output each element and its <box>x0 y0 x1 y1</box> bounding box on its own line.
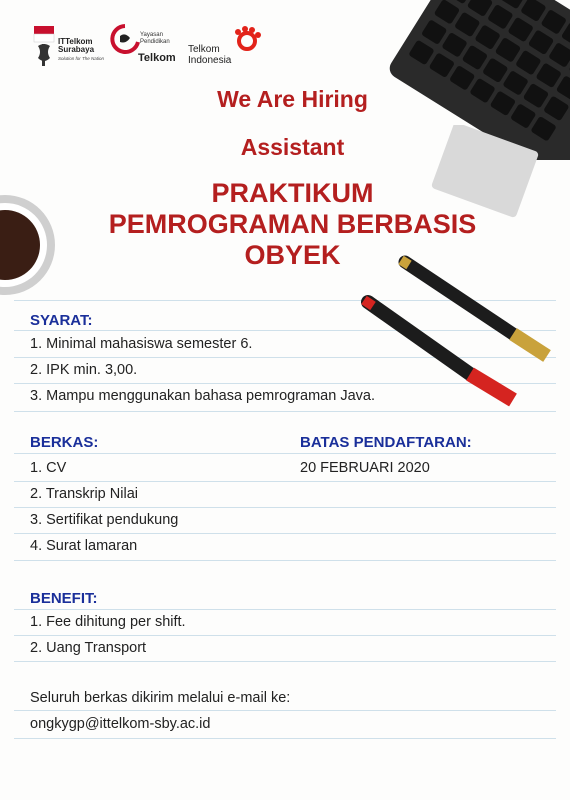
contact-note: Seluruh berkas dikirim melalui e-mail ke: <box>30 690 291 706</box>
contact-email: ongkygp@ittelkom-sby.ac.id <box>30 716 211 732</box>
berkas-item: 3. Sertifikat pendukung <box>30 512 179 528</box>
course-title <box>0 178 570 271</box>
course-title-line3: OBYEK <box>244 240 341 270</box>
benefit-item: 2. Uang Transport <box>30 640 147 656</box>
benefit-item: 1. Fee dihitung per shift. <box>30 614 186 630</box>
telkom-indonesia-logo <box>188 22 278 68</box>
ittelkom-city: Surabaya <box>58 45 95 54</box>
berkas-item: 1. CV <box>30 460 67 476</box>
ypt-line2: Pendidikan <box>140 39 170 45</box>
course-title-line1: PRAKTIKUM <box>211 178 374 208</box>
ypt-logo <box>110 22 190 68</box>
ittelkom-name: ITTelkom <box>58 37 93 46</box>
deadline-heading: BATAS PENDAFTARAN: <box>300 434 472 451</box>
ittelkom-tagline: Solution for The Nation <box>58 56 105 61</box>
berkas-item: 4. Surat lamaran <box>30 538 138 554</box>
role-title: Assistant <box>240 134 345 160</box>
logo-bar <box>30 22 270 72</box>
hiring-title: We Are Hiring <box>217 86 368 112</box>
ypt-brand: Telkom <box>138 52 176 64</box>
syarat-item: 1. Minimal mahasiswa semester 6. <box>30 336 253 352</box>
telkom-line1: Telkom <box>188 44 220 55</box>
berkas-heading: BERKAS: <box>30 434 99 451</box>
syarat-item: 2. IPK min. 3,00. <box>30 362 138 378</box>
syarat-item: 3. Mampu menggunakan bahasa pemrograman Java. <box>30 388 375 404</box>
ypt-swirl-icon <box>110 22 140 62</box>
ittelkom-logo <box>30 22 110 68</box>
berkas-item: 2. Transkrip Nilai <box>30 486 138 502</box>
benefit-heading: BENEFIT: <box>30 590 98 607</box>
telkom-hand-icon <box>232 26 262 52</box>
telkom-line2: Indonesia <box>188 55 232 66</box>
pen-red-illustration <box>358 292 528 410</box>
syarat-heading: SYARAT: <box>30 312 93 329</box>
deadline-date: 20 FEBRUARI 2020 <box>300 460 430 476</box>
ittelkom-emblem-icon <box>32 24 56 68</box>
ypt-line1: Yayasan <box>140 32 163 38</box>
course-title-line2: PEMROGRAMAN BERBASIS <box>108 209 477 239</box>
